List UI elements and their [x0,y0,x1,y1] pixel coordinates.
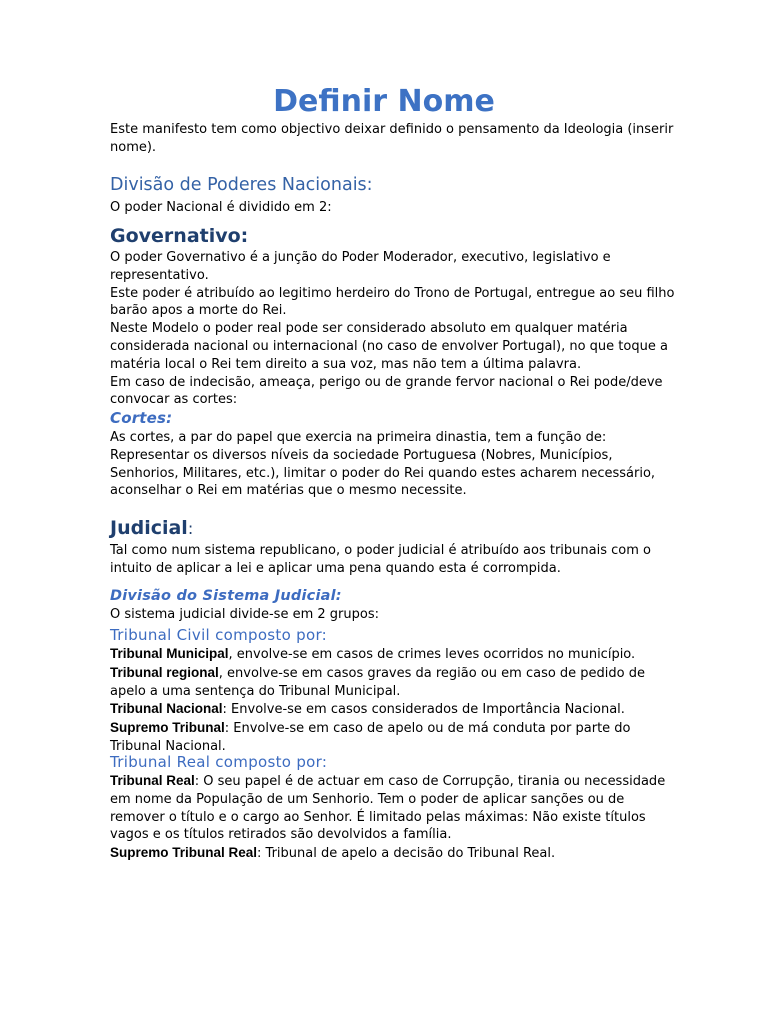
heading-judicial: Judicial [110,517,188,539]
heading-sistema-judicial: Divisão do Sistema Judicial: [110,588,342,604]
desc-supremo-tribunal: : Envolve-se em caso de apelo ou de má conduta por parte do Tribunal Nacional. [110,721,631,754]
governativo-p4: Em caso de indecisão, ameaça, perigo ou de grande fervor nacional o Rei pode/deve convocar as cortes: [110,374,663,408]
cortes-p2: Representar os diversos níveis da sociedade Portuguesa (Nobres, Municípios, Senhorios, Militares, etc.), limitar o poder do Rei quando estes acharem necessário, aconselhar o Rei em matérias que o mesmo necessite. [110,447,656,499]
civil-item-regional [110,664,680,701]
desc-tribunal-real: : O seu papel é de actuar em caso de Corrupção, tirania ou necessidade em nome da População de um Senhorio. Tem o poder de aplicar sanções ou de remover o título e o cargo ao Senhor. É limitado pelas máximas: Não existe títulos vagos e os títulos retirados são devolvidos a família. [110,774,666,843]
term-tribunal-municipal: Tribunal Municipal [110,646,229,661]
real-item-tribunal-real [110,772,680,844]
desc-tribunal-regional: , envolve-se em casos graves da região ou em caso de pedido de apelo a uma sentença do Tribunal Municipal. [110,665,646,699]
heading-judicial-wrap [110,516,680,541]
civil-item-supremo [110,719,680,756]
heading-tribunal-civil: Tribunal Civil composto por: [110,626,328,644]
intro-paragraph [110,121,680,157]
section-sistema-judicial [110,587,680,624]
judicial-text: Tal como num sistema republicano, o poder judicial é atribuído aos tribunais com o intuito de aplicar a lei e aplicar uma pena quando esta é corrompida. [110,543,651,576]
term-supremo-tribunal-real: Supremo Tribunal Real [110,845,258,861]
cortes-p1: As cortes, a par do papel que exercia na primeira dinastia, tem a função de: [110,430,607,445]
heading-governativo: Governativo: [110,225,249,247]
divisao-text: O poder Nacional é dividido em 2: [110,200,332,215]
real-item-supremo-real [110,844,680,863]
civil-item-nacional [110,700,680,719]
term-tribunal-real: Tribunal Real [110,773,195,788]
heading-divisao: Divisão de Poderes Nacionais: [110,175,373,195]
section-tribunal-civil [110,626,680,756]
desc-tribunal-municipal: , envolve-se em casos de crimes leves ocorridos no município. [228,647,636,662]
term-tribunal-nacional: Tribunal Nacional [110,701,223,717]
governativo-p2: Este poder é atribuído ao legitimo herdeiro do Trono de Portugal, entregue ao seu filho barão apos a morte do Rei. [110,285,675,319]
term-tribunal-regional: Tribunal regional [110,664,219,680]
section-cortes [110,408,680,500]
sistema-judicial-text: O sistema judicial divide-se em 2 grupos: [110,607,379,622]
section-tribunal-real [110,753,680,863]
governativo-p3: Neste Modelo o poder real pode ser considerado absoluto em qualquer matéria considerada nacional ou internacional (no caso de envolver Portugal), no que toque a matéria local o Rei tem direito a sua voz, mas não tem a última palavra. [110,321,668,372]
desc-tribunal-nacional: : Envolve-se em casos considerados de Importância Nacional. [222,702,625,718]
section-judicial [110,516,680,578]
heading-cortes: Cortes: [110,409,173,427]
desc-supremo-tribunal-real: : Tribunal de apelo a decisão do Tribunal Real. [257,846,556,862]
term-supremo-tribunal: Supremo Tribunal [110,720,225,736]
heading-tribunal-real: Tribunal Real composto por: [110,753,328,771]
section-divisao [110,174,680,217]
civil-item-municipal [110,645,680,664]
intro-text: Este manifesto tem como objectivo deixar definido o pensamento da Ideologia (inserir nome). [110,122,674,155]
document-title: Definir Nome [273,84,495,119]
heading-judicial-colon: : [187,519,194,538]
governativo-p1: O poder Governativo é a junção do Poder Moderador, executivo, legislativo e representativo. [110,250,611,283]
section-governativo [110,224,680,409]
